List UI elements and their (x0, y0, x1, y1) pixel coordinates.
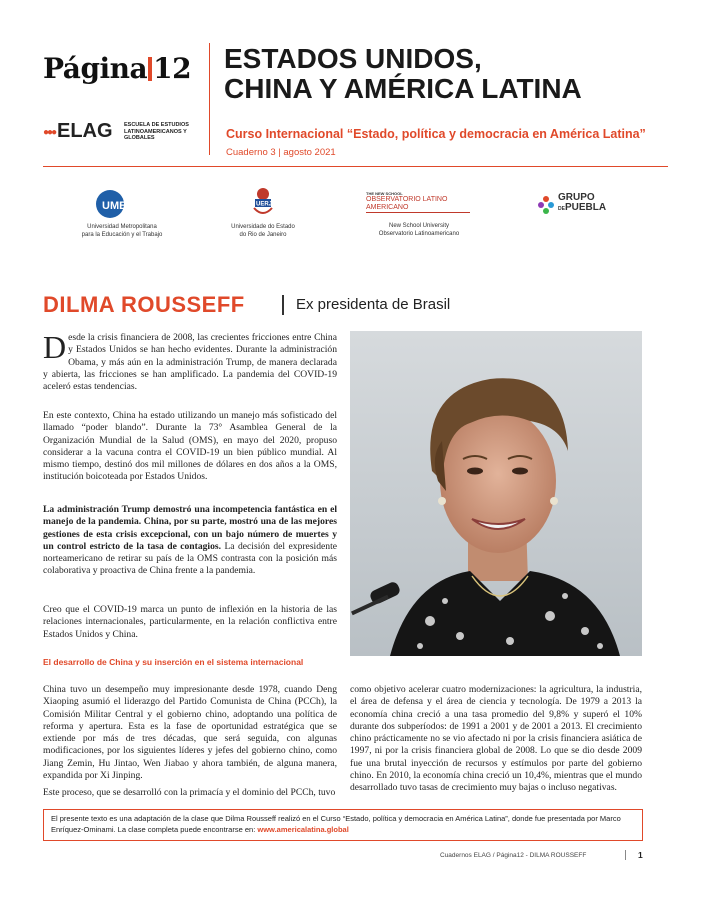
running-footer: Cuadernos ELAG / Página12 - DILMA ROUSSEFF (440, 852, 587, 859)
issue-info: Cuaderno 3 | agosto 2021 (226, 147, 336, 158)
course-title: Curso Internacional “Estado, política y democracia en América Latina” (226, 127, 646, 141)
header-rule (43, 166, 668, 167)
partner-caption: Observatorio Latinoamericano (378, 231, 460, 237)
elag-dots-icon: ●●● (43, 127, 56, 138)
source-note-text: El presente texto es una adaptación de la clase que Dilma Rousseff realizó en el Curso “Estado, política y democracia en América Latina”, donde fue presentada por Marco Enríquez-Ominami. La clase completa puede encontrarse en: (51, 814, 621, 834)
page-number: 1 (638, 850, 643, 860)
de-word: DE (558, 206, 565, 212)
paragraph-intro (43, 329, 337, 393)
grupo-puebla-wordmark (558, 193, 606, 214)
section-subheading: El desarrollo de China y su inserción en el sistema internacional (43, 657, 304, 667)
pagina12-logo (43, 52, 191, 85)
title-line-1: ESTADOS UNIDOS, (224, 43, 482, 74)
elag-subtitle: ESCUELA DE ESTUDIOS LATINOAMERICANOS Y GLOBALES (124, 122, 189, 141)
umet-logo-icon (92, 188, 152, 220)
new-school-mark: THE NEW SCHOOL (366, 191, 403, 196)
paragraph-text: La decisión del expresidente norteamericano de retirar su país de la OMS contrasta con la posición más colaborativa y proactiva de China frente a la pandemia. (43, 540, 337, 577)
uerj-mark: UERJ (256, 201, 273, 208)
author-photo (350, 331, 642, 656)
header-divider (209, 43, 210, 155)
partner-caption: New School University (388, 223, 450, 229)
page-title (224, 44, 582, 104)
logo-text-left: Página (43, 52, 148, 85)
paragraph-development: China tuvo un desempeño muy impresionante desde 1978, cuando Deng Xiaoping asumió el liderazgo del Partido Comunista de China (PCCh), la Comisión Militar Central y el gobierno chino, adoptando una política de reforma y apertura. Esta es la fase de oportunidad estratégica que se extiende por más de tres décadas, que será seguida, con algunas modificaciones, por los siguientes líderes y jefes del gobierno chino, como Jiang Zemin, Hu Jintao, Wen Jiabao y ahora también, de alguna manera, expandida por Xi Jinping. (43, 684, 337, 782)
partner-caption: Universidad Metropolitana (87, 224, 157, 230)
source-link[interactable]: www.americalatina.global (257, 825, 349, 834)
partner-new-school (360, 192, 478, 238)
paragraph-process: Este proceso, que se desarrolló con la primacía y el dominio del PCCh, tuvo (43, 787, 336, 798)
partner-caption: do Rio de Janeiro (239, 232, 287, 238)
drop-cap: D (43, 329, 67, 365)
paragraph-inflection: Creo que el COVID-19 marca un punto de inflexión en la historia de las relaciones internacionales, particularmente, en la relación conflictiva entre Estados Unidos y China. (43, 604, 337, 640)
portrait-illustration (350, 331, 642, 656)
partner-caption: Universidade do Estado (231, 224, 295, 230)
partner-umet (72, 188, 172, 239)
logo-bar (148, 57, 152, 81)
grupo-puebla-icon (537, 195, 555, 215)
observatorio-mark: OBSERVATORIO LATINO AMERICANO (366, 196, 470, 213)
paragraph-modernizations: como objetivo acelerar cuatro modernizaciones: la agricultura, la industria, el área de defensa y el área de ciencia y tecnología. De 1979 a 2013 la economía china creció a una tasa promedio del 9,8% y superó el 10% durante dos subperíodos: de 1991 a 2001 y de 2001 a 2013. El crecimiento chino prácticamente no se vio afectado ni por la crisis financiera asiática de 1997, ni por la crisis financiera global de 2008. Lo que se dio desde 2009 fue una brutal inyección de recursos y estímulos por parte del gobierno chino. En 2010, la economía china creció un 10,4%, mientras que el mundo desarrollado tuvo tasas de crecimiento muy bajas o incluso negativas. (350, 684, 642, 794)
elag-word: ELAG (57, 120, 113, 142)
footer-divider (625, 850, 626, 860)
paragraph-bold-text: La administración Trump demostró una incompetencia fantástica en el manejo de la pandemia. China, por su parte, mostró una de las mejores gestiones de esta crisis excepcional, con un bajo número de muertes y un control estricto de la tasa de contagios. (43, 504, 337, 552)
grupo-word: GRUPO (558, 192, 595, 203)
title-line-2: CHINA Y AMÉRICA LATINA (224, 73, 582, 104)
paragraph-pandemic (43, 504, 337, 578)
paragraph-text: esde la crisis financiera de 2008, las crecientes fricciones entre China y Estados Unidos se han hecho evidentes. Durante la administración Obama, y más aún en la administración Trump, de manera declarada y abierta, las fricciones se han amplificado. La pandemia del COVID-19 aceleró estas tendencias. (43, 332, 337, 393)
author-name: DILMA ROUSSEFF (43, 292, 245, 317)
partner-grupo-puebla (537, 193, 622, 221)
paragraph-soft-power: En este contexto, China ha estado utilizando un manejo más sofisticado del llamado “poder blando”. Durante la 73° Asamblea General de la Organización Mundial de la Salud (OMS), en mayo del 2020, propuso considerar a la vacuna contra el COVID-19 un bien público mundial. Al mismo tiempo, destinó dos mil millones de dólares en dos años a la OMS, institución boicoteada por Estados Unidos. (43, 410, 337, 483)
author-divider (282, 295, 284, 315)
elag-logo (43, 120, 223, 140)
partner-uerj (213, 184, 313, 239)
puebla-word: PUEBLA (564, 202, 607, 213)
partner-caption: para la Educación y el Trabajo (81, 232, 163, 238)
uerj-seal-icon (248, 184, 278, 220)
logo-text-right: 12 (153, 52, 192, 85)
source-note (51, 813, 636, 835)
source-note-box (43, 809, 643, 841)
umet-mark: UMET (102, 200, 134, 212)
author-role: Ex presidenta de Brasil (296, 296, 451, 313)
